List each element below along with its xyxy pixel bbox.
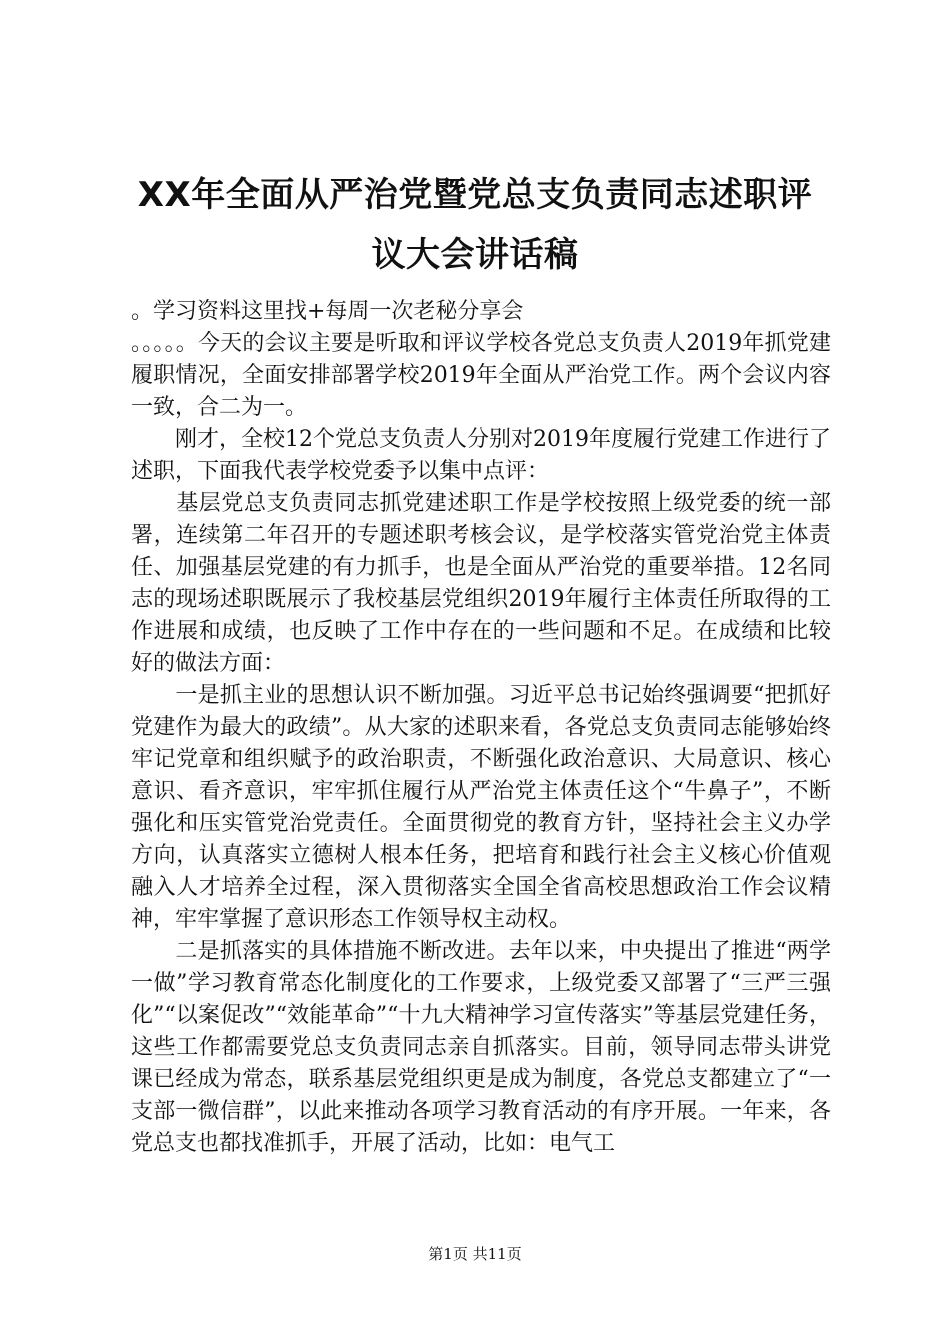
paragraph-meeting-purpose: 。。。。。今天的会议主要是听取和评议学校各党总支负责人2019年抓党建履职情况，全面安排部署学校2019年全面从严治党工作。两个会议内容一致，合二为一。 bbox=[131, 331, 831, 420]
paragraph-intro: 。学习资料这里找+每周一次老秘分享会 bbox=[131, 299, 524, 324]
paragraph-overview: 基层党总支负责同志抓党建述职工作是学校按照上级党委的统一部署，连续第二年召开的专题述职考核会议，是学校落实管党治党主体责任、加强基层党建的有力抓手，也是全面从严治党的重要举措。12名同志的现场述职既展示了我校基层党组织2019年履行主体责任所取得的工作进展和成绩，也反映了工作中存在的一些问题和不足。在成绩和比较好的做法方面： bbox=[131, 491, 831, 676]
page-number-footer: 第1页 共11页 bbox=[428, 1245, 522, 1263]
document-body bbox=[131, 296, 831, 1160]
title-line-1: XX年全面从严治党暨党总支负责同志述职评 bbox=[137, 175, 813, 215]
paragraph-point-two: 二是抓落实的具体措施不断改进。去年以来，中央提出了推进“两学一做”学习教育常态化制度化的工作要求，上级党委又部署了“三严三强化”“以案促改”“效能革命”“十九大精神学习宣传落实”等基层党建任务，这些工作都需要党总支负责同志亲自抓落实。目前，领导同志带头讲党课已经成为常态，联系基层党组织更是成为制度，各党总支都建立了“一支部一微信群”，以此来推动各项学习教育活动的有序开展。一年来，各党总支也都找准抓手，开展了活动，比如：电气工 bbox=[131, 939, 831, 1156]
paragraph-point-one: 一是抓主业的思想认识不断加强。习近平总书记始终强调要“把抓好党建作为最大的政绩”。从大家的述职来看，各党总支负责同志能够始终牢记党章和组织赋予的政治职责，不断强化政治意识、大局意识、核心意识、看齐意识，牢牢抓住履行从严治党主体责任这个“牛鼻子”，不断强化和压实管党治党责任。全面贯彻党的教育方针，坚持社会主义办学方向，认真落实立德树人根本任务，把培育和践行社会主义核心价值观融入人才培养全过程，深入贯彻落实全国全省高校思想政治工作会议精神，牢牢掌握了意识形态工作领导权主动权。 bbox=[131, 683, 831, 932]
title-line-2: 议大会讲话稿 bbox=[371, 235, 579, 275]
paragraph-reports: 刚才，全校12个党总支负责人分别对2019年度履行党建工作进行了述职，下面我代表学校党委予以集中点评： bbox=[131, 427, 831, 484]
document-title bbox=[0, 165, 950, 285]
